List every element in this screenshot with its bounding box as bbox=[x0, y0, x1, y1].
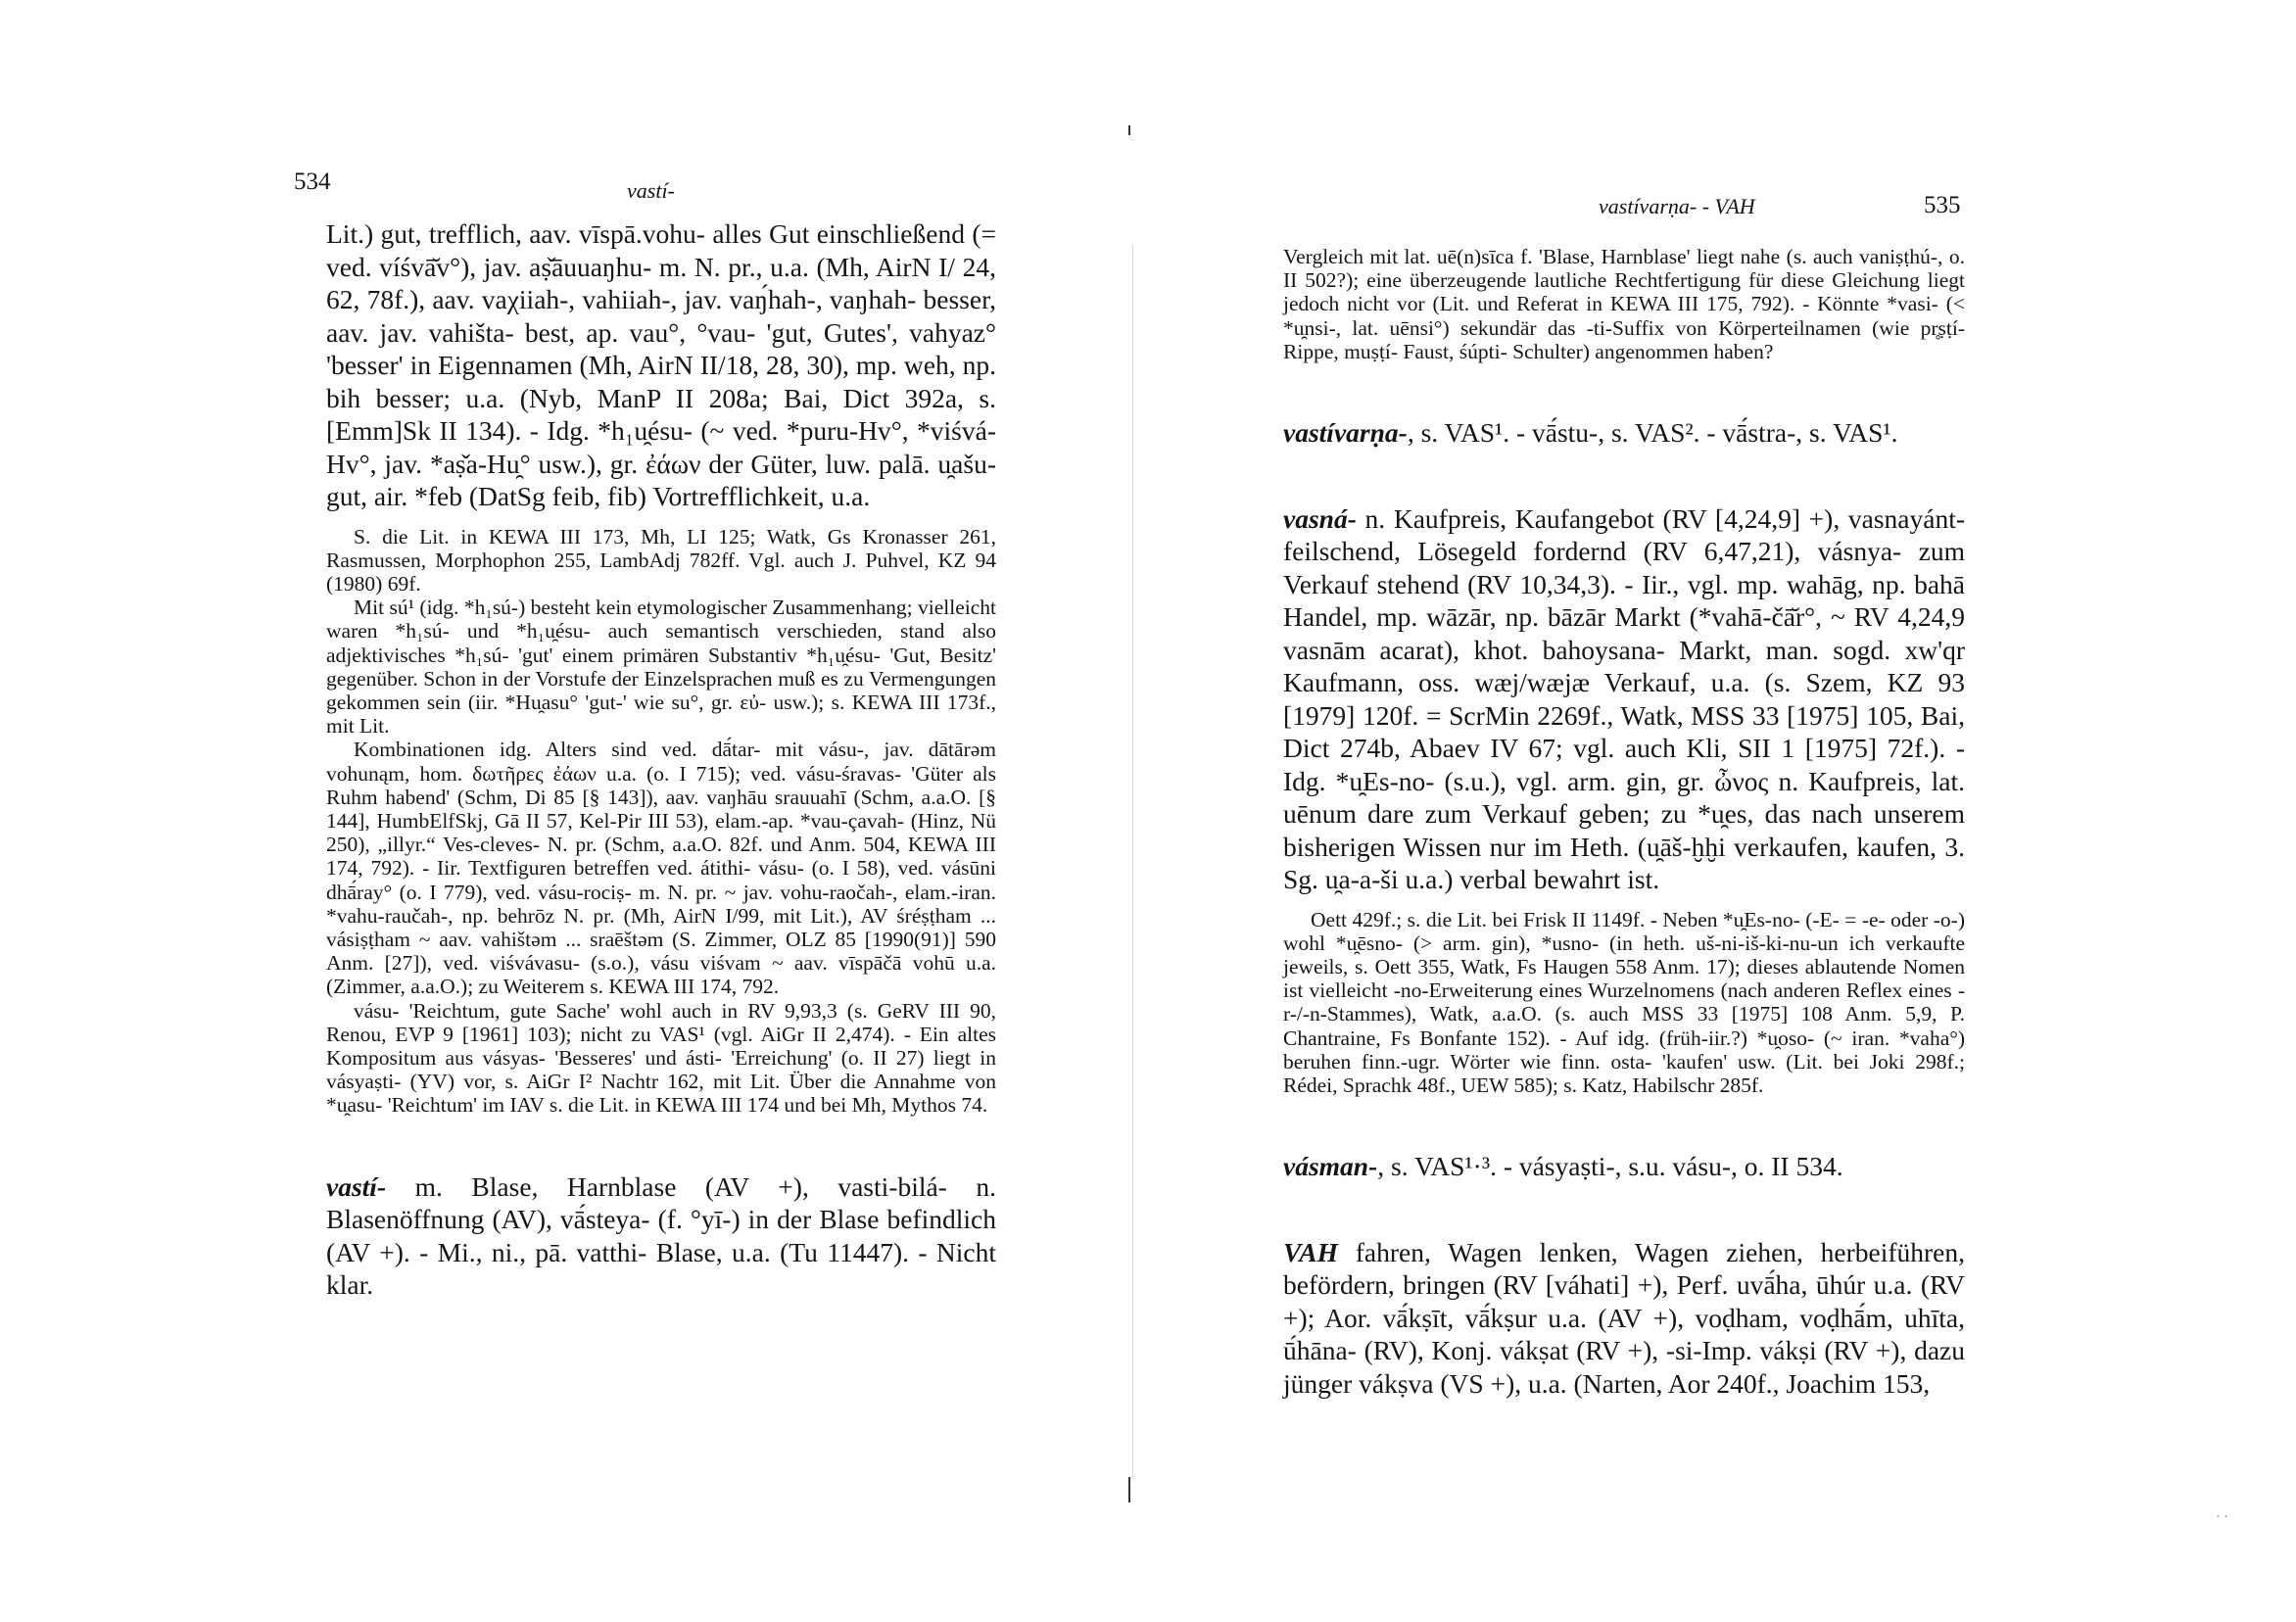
dictionary-entry bbox=[1283, 1150, 1965, 1183]
note-paragraph: Kombinationen idg. Alters sind ved. dā́tar- mit vásu-, jav. dātārəm vohunąm, hom. δωτῆρες ἐάων u.a. (o. I 715); ved. vásu-śravas- 'Güter als Ruhm habend' (Schm, Di 85 [§ 143]), aav. vaŋhāu srauuahī (Schm, a.a.O. [§ 144], HumbElfSkj, Gā II 57, Kel-Pir III 53), elam.-ap. *vau-çavah- (Hinz, Nü 250), „illyr.“ Ves-cleves- N. pr. (Schm, a.a.O. 82f. und Anm. 504, KEWA III 174, 792). - Iir. Textfiguren betreffen ved. átithi- vásu- (o. I 58), ved. vásūni dhā́ray° (o. I 779), ved. vásu-rociṣ- m. N. pr. ~ jav. vohu-raočah-, elam.-iran. *vahu-raučah-, np. behrōz N. pr. (Mh, AirN I/99, mit Lit.), AV śréṣṭham ... vásiṣṭham ~ aav. vahištəm ... sraēštəm (S. Zimmer, OLZ 85 [1990(91)] 590 Anm. [27]), ved. viśvávasu- (s.o.), vásu viśvam ~ aav. vīspāčā vohū u.a. (Zimmer, a.a.O.); zu Weiterem s. KEWA III 174, 792. bbox=[326, 738, 996, 999]
note-paragraph: S. die Lit. in KEWA III 173, Mh, LI 125; Watk, Gs Kronasser 261, Rasmussen, Morphophon 255, LambAdj 782ff. Vgl. auch J. Puhvel, KZ 94 (1980) 69f. bbox=[326, 524, 996, 596]
note-paragraph: Oett 429f.; s. die Lit. bei Frisk II 1149f. - Neben *u̯Es-no- (-E- = -e- oder -o-) wohl *u̯ēsno- (> arm. gin), *usno- (in heth. uš-ni-iš-ki-nu-un ich verkaufte jeweils, s. Oett 355, Watk, Fs Haugen 558 Anm. 17); dieses ablautende Nomen ist vielleicht -no-Erweiterung eines Wurzelnomens (nach anderen Reflex eines -r-/-n-Stammes), Watk, a.a.O. (s. auch MSS 33 [1975] 108 Anm. 5,9, P. Chantraine, Fs Bonfante 152). - Auf idg. (früh-iir.?) *u̯oso- (~ iran. *vaha°) beruhen finn.-ugr. Wörter wie finn. osta- 'kaufen' usw. (Lit. bei Joki 298f.; Rédei, Sprachk 48f., UEW 585); s. Katz, Habilschr 285f. bbox=[1283, 907, 1965, 1097]
note-paragraph: vásu- 'Reichtum, gute Sache' wohl auch in RV 9,93,3 (s. GeRV III 90, Renou, EVP 9 [1961] 103); nicht zu VAS¹ (vgl. AiGr II 2,474). - Ein altes Kompositum aus vásyas- 'Besseres' und ásti- 'Erreichung' (o. II 27) liegt in vásyaṣti- (YV) vor, s. AiGr I² Nachtr 162, mit Lit. Über die Annahme von *u̯asu- 'Reichtum' im IAV s. die Lit. in KEWA III 174 und bei Mh, Mythos 74. bbox=[326, 998, 996, 1118]
entry-headword: vastí- bbox=[326, 1170, 387, 1202]
entry-headword: VAH bbox=[1283, 1236, 1339, 1267]
gutter-fold-line bbox=[1132, 245, 1133, 1479]
dictionary-entry bbox=[1283, 502, 1965, 896]
right-running-head: vastívarṇa- - VAH bbox=[1599, 194, 1755, 218]
right-column bbox=[1283, 245, 1965, 1400]
dictionary-entry bbox=[326, 1170, 996, 1302]
entry-headword: vastívarṇa- bbox=[1283, 417, 1408, 449]
entry-body: , s. VAS¹. - vā́stu-, s. VAS². - vā́stra-, s. VAS¹. bbox=[1407, 417, 1898, 449]
left-running-head: vastí- bbox=[627, 178, 675, 203]
entry-headword: vásman- bbox=[1283, 1151, 1378, 1182]
left-page-number: 534 bbox=[294, 168, 331, 195]
paragraph: Lit.) gut, trefflich, aav. vīspā.vohu- alles Gut einschließend (= ved. víśvā̆v°), jav. aṣ̌āuuaŋhu- m. N. pr., u.a. (Mh, AirN I/ 24, 62, 78f.), aav. vaχiiah-, vahiiah-, jav. vaŋ́hah-, vaŋhah- besser, aav. jav. vahišta- best, ap. vau°, °vau- 'gut, Gutes', vahyaz° 'besser' in Eigennamen (Mh, AirN II/18, 28, 30), mp. weh, np. bih besser; u.a. (Nyb, ManP II 208a; Bai, Dict 392a, s. [Emm]Sk II 134). - Idg. *h₁u̯ésu- (~ ved. *puru-Hv°, *viśvá-Hv°, jav. *aṣ̌a-Hu̯° usw.), gr. ἐάων der Güter, luw. palā. u̯ašu- gut, air. *feb (DatSg feib, fib) Vortrefflichkeit, u.a. bbox=[326, 218, 996, 511]
scan-artifact-mark: · · bbox=[2216, 1510, 2228, 1525]
entry-body: m. Blase, Harnblase (AV +), vasti-bilá- n. Blasenöffnung (AV), vā́steya- (f. °yī-) in der Blase befindlich (AV +). - Mi., ni., pā. vatthi- Blase, u.a. (Tu 11447). - Nicht klar. bbox=[326, 1170, 996, 1301]
entry-body: , s. VAS¹·³. - vásyaṣti-, s.u. vásu-, o. II 534. bbox=[1377, 1151, 1843, 1182]
note-paragraph: Mit sú¹ (idg. *h₁sú-) besteht kein etymologischer Zusammenhang; vielleicht waren *h₁sú- und *h₁u̯ésu- auch semantisch verschieden, stand also adjektivisches *h₁sú- 'gut' einem primären Substantiv *h₁u̯ésu- 'Gut, Besitz' gegenüber. Schon in der Vorstufe der Einzelsprachen muß es zu Vermengungen gekommen sein (iir. *Hu̯asu° 'gut-' wie su°, gr. εὐ- usw.); s. KEWA III 173f., mit Lit. bbox=[326, 596, 996, 739]
dictionary-entry bbox=[1283, 416, 1965, 450]
entry-body: fahren, Wagen lenken, Wagen ziehen, herbeiführen, befördern, bringen (RV [váhati] +), Perf. uvā́ha, ūhúr u.a. (RV +); Aor. vā́kṣīt, vā́kṣur u.a. (AV +), voḍham, voḍhā́m, uhīta, ū́hāna- (RV), Konj. vákṣat (RV +), -si-Imp. vákṣi (RV +), dazu jünger vákṣva (VS +), u.a. (Narten, Aor 240f., Joachim 153, bbox=[1283, 1236, 1965, 1399]
note-paragraph: Vergleich mit lat. uē(n)sīca f. 'Blase, Harnblase' liegt nahe (s. auch vaniṣṭhú-, o. II 502?); eine überzeugende lautliche Rechtfertigung für diese Gleichung liegt jedoch nicht vor (Lit. und Referat in KEWA III 175, 792). - Könnte *vasi- (< *u̯nsi-, lat. uēnsi°) sekundär das -ti-Suffix von Körperteilnamen (wie pr̥ṣṭí- Rippe, muṣṭí- Faust, śúpti- Schulter) angenommen haben? bbox=[1283, 245, 1965, 363]
dictionary-entry bbox=[1283, 1236, 1965, 1401]
gutter-tick-mark bbox=[1128, 1477, 1130, 1503]
gutter-tick-mark bbox=[1128, 125, 1130, 135]
entry-headword: vasná- bbox=[1283, 502, 1357, 534]
entry-body: n. Kaufpreis, Kaufangebot (RV [4,24,9] +), vasnayánt- feilschend, Lösegeld fordernd (RV 6,47,21), vásnya- zum Verkauf stehend (RV 10,34,3). - Iir., vgl. mp. wahāg, np. bahā Handel, mp. wāzār, np. bāzār Markt (*vahā-čā̆r°, ~ RV 4,24,9 vasnām acarat), khot. bahoysana- Markt, man. sogd. xw'qr Kaufmann, oss. wæj/wæjæ Verkauf, u.a. (s. Szem, KZ 93 [1979] 120f. = ScrMin 2269f., Watk, MSS 33 [1975] 105, Bai, Dict 274b, Abaev IV 67; vgl. auch Kli, SII 1 [1975] 72f.). - Idg. *u̯Es-no- (s.u.), vgl. arm. gin, gr. ὦνος n. Kaufpreis, lat. uēnum dare zum Verkauf geben; zu *u̯es, das nach unserem bisherigen Wissen nur im Heth. (u̯āš-ḫḫi verkaufen, kaufen, 3. Sg. u̯a-a-ši u.a.) verbal bewahrt ist. bbox=[1283, 502, 1965, 895]
right-page-number: 535 bbox=[1924, 192, 1961, 218]
left-column bbox=[326, 217, 996, 1302]
